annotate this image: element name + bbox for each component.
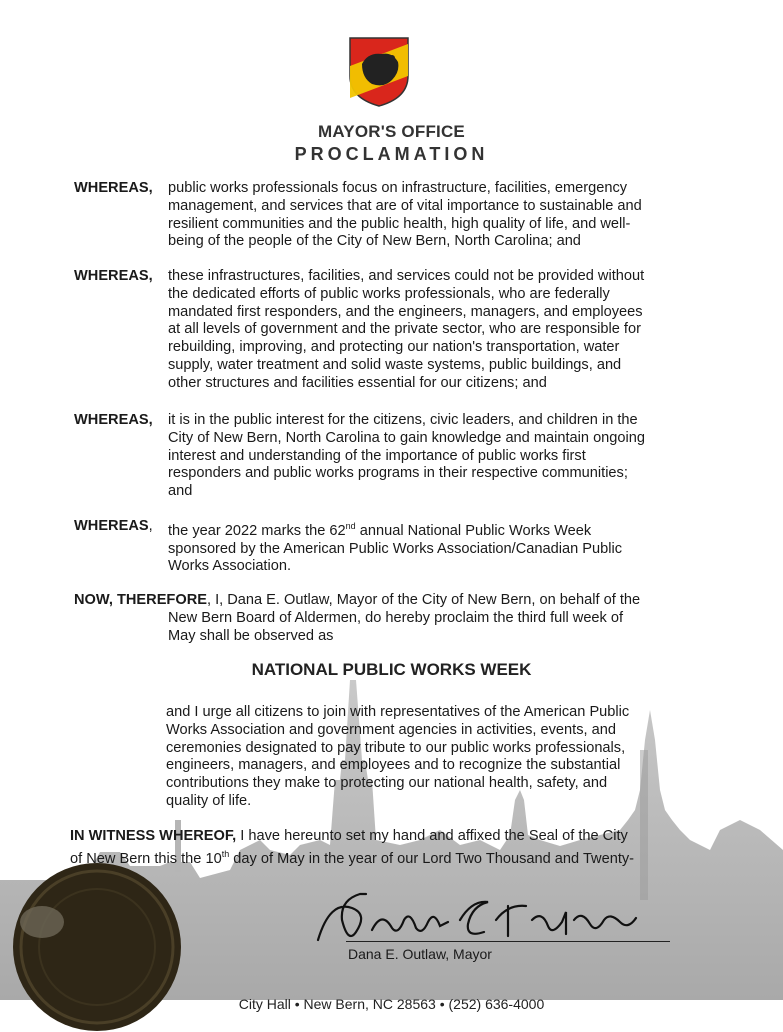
clause-line: engineers, managers, and employees and to recognize the substantial [166,757,621,774]
text-span: annual National Public Works Week [355,522,592,539]
whereas-word: WHEREAS [74,518,149,534]
clause-line [74,592,680,610]
clause-line [70,828,680,846]
clause-line: the dedicated efforts of public works professionals, who are federally [168,285,610,302]
footer-address: City Hall • New Bern, NC 28563 • (252) 636-4000 [238,996,545,1012]
clause-line: responders and public works programs in their respective communities; [168,465,628,482]
clause-line: rebuilding, improving, and protecting our nation's transportation, water [168,339,620,356]
office-heading: MAYOR'S OFFICE [318,122,465,141]
week-title: NATIONAL PUBLIC WORKS WEEK [251,660,532,679]
now-therefore-clause [74,592,680,645]
signature-line [346,941,670,942]
clause-line [168,518,680,541]
clause-line: at all levels of government and the private sector, who are responsible for [168,321,641,338]
now-therefore-label: NOW, THEREFORE [74,592,207,608]
whereas-clause-2 [168,268,680,393]
clause-line: resilient communities and the public health, high quality of life, and well- [168,215,631,232]
whereas-clause-3 [168,412,680,501]
signer-name: Dana E. Outlaw, Mayor [348,946,492,962]
clause-line: and [168,483,193,500]
clause-line: interest and understanding of the importance of public works first [168,447,586,464]
proclamation-title: PROCLAMATION [294,144,489,164]
clause-line: quality of life. [166,792,252,809]
clause-line: sponsored by the American Public Works Association/Canadian Public [168,540,623,557]
whereas-label [74,518,153,536]
whereas-label: WHEREAS, [74,412,153,428]
urge-paragraph [166,704,678,811]
clause-line: Works Association. [168,558,292,575]
superscript: th [221,848,230,859]
clause-line: New Bern Board of Aldermen, do hereby proclaim the third full week of [168,609,624,626]
clause-line: mandated first responders, and the engineers, managers, and employees [168,303,643,320]
clause-line: and I urge all citizens to join with representatives of the American Public [166,704,630,720]
clause-line: supply, water treatment and solid waste systems, public buildings, and [168,356,622,373]
superscript: nd [345,521,356,531]
clause-line: public works professionals focus on infrastructure, facilities, emergency [168,180,628,196]
text-span: I have hereunto set my hand and affixed the Seal of the City [236,828,628,844]
label-comma: , [148,518,153,534]
whereas-clause-1 [168,180,680,251]
clause-line: May shall be observed as [168,627,334,644]
text-span: day of May in the year of our Lord Two Thousand and Twenty- [229,850,635,867]
whereas-clause-4 [168,518,680,576]
text-span: the year 2022 marks the 62 [168,522,346,539]
text-span: , I, Dana E. Outlaw, Mayor of the City of New Bern, on behalf of the [206,592,641,608]
clause-line: City of New Bern, North Carolina to gain knowledge and maintain ongoing [168,429,646,446]
text-span: of New Bern this the 10 [70,850,222,867]
clause-line: contributions they make to protecting our national health, safety, and [166,775,608,792]
clause-line: management, and services that are of vital importance to sustainable and [168,197,642,214]
whereas-label: WHEREAS, [74,180,153,196]
clause-line: these infrastructures, facilities, and services could not be provided without [168,268,645,284]
clause-line: it is in the public interest for the citizens, civic leaders, and children in the [168,412,638,428]
clause-line: ceremonies designated to pay tribute to our public works professionals, [166,739,626,756]
whereas-label: WHEREAS, [74,268,153,284]
clause-line: other structures and facilities essential for our citizens; and [168,374,547,391]
witness-label: IN WITNESS WHEREOF, [70,828,237,844]
clause-line: Works Association and government agencies in activities, events, and [166,721,616,738]
city-crest-bear [348,36,410,108]
clause-line: being of the people of the City of New Bern, North Carolina; and [168,233,581,250]
